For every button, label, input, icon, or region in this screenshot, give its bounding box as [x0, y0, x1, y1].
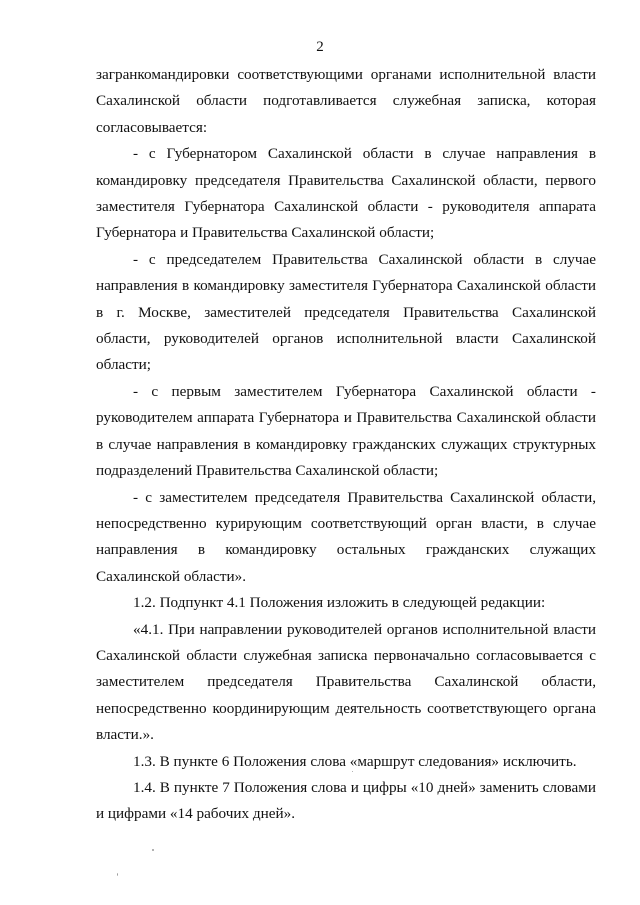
scan-speck — [352, 771, 353, 772]
document-body — [96, 62, 596, 828]
paragraph-intro-continuation: загранкомандировки соответствующими органами исполнительной власти Сахалинской области подготавливается служебная записка, которая согласовывается: — [96, 66, 596, 136]
paragraph-first-deputy-approval: - с первым заместителем Губернатора Сахалинской области - руководителем аппарата Губернатора и Правительства Сахалинской области в случае направления в командировку гражданских служащих структурных подразделений Правительства Сахалинской области; — [96, 382, 596, 480]
page-number: 2 — [316, 39, 324, 55]
paragraph-item-1-3: 1.3. В пункте 6 Положения слова «маршрут следования» исключить. — [133, 752, 577, 770]
paragraph-item-1-4: 1.4. В пункте 7 Положения слова и цифры «10 дней» заменить словами и цифрами «14 рабочих дней». — [96, 778, 596, 823]
scan-speck — [117, 873, 118, 876]
scan-speck — [152, 849, 154, 851]
paragraph-chairman-approval: - с председателем Правительства Сахалинской области в случае направления в командировку заместителя Губернатора Сахалинской области в г. Москве, заместителей председателя Правительства Сахалинской области, руководителей органов исполнительной власти Сахалинской области; — [96, 250, 596, 374]
paragraph-deputy-chairman-approval: - с заместителем председателя Правительства Сахалинской области, непосредственно курирующим соответствующий орган власти, в случае направления в командировку остальных гражданских служащих Сахалинской области». — [96, 488, 596, 585]
paragraph-governor-approval: - с Губернатором Сахалинской области в случае направления в командировку председателя Правительства Сахалинской области, первого заместителя Губернатора Сахалинской области - руководителя аппарата Губернатора и Правительства Сахалинской области; — [96, 145, 596, 242]
paragraph-item-1-2: 1.2. Подпункт 4.1 Положения изложить в следующей редакции: — [133, 594, 546, 612]
paragraph-subitem-4-1: «4.1. При направлении руководителей органов исполнительной власти Сахалинской области служебная записка первоначально согласовывается с заместителем председателя Правительства Сахалинской области, непосредственно координирующим деятельность соответствующего органа власти.». — [96, 620, 596, 744]
